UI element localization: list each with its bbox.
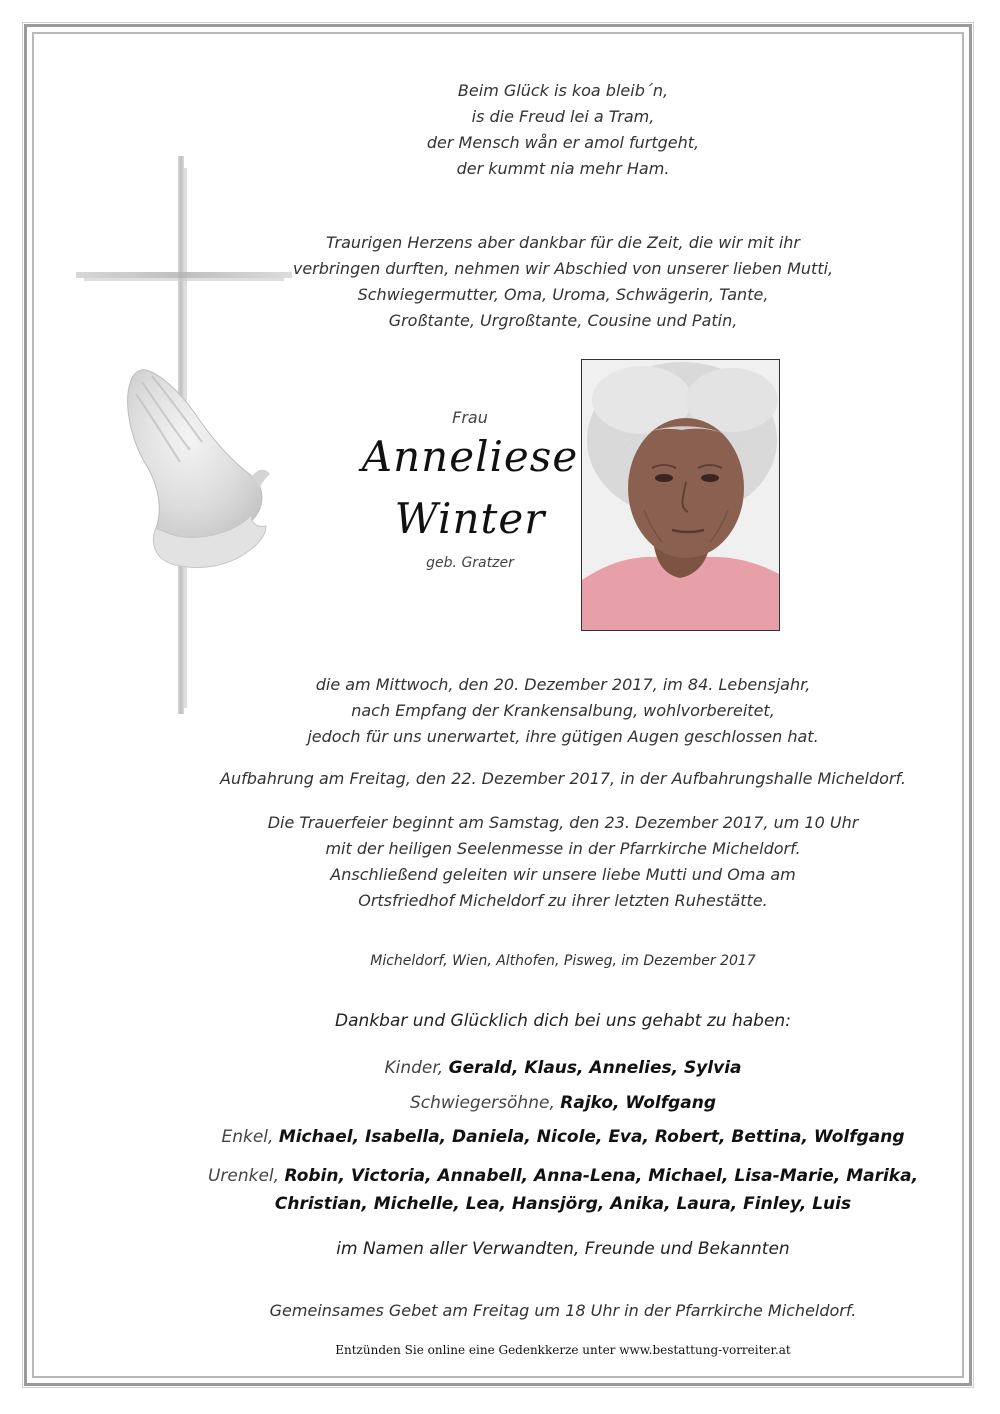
poem — [200, 78, 926, 182]
names-list: Robin, Victoria, Annabell, Anna-Lena, Michael, Lisa-Marie, Marika, — [284, 1166, 919, 1186]
intro-text — [200, 230, 926, 334]
birth-name: geb. Gratzer — [426, 555, 514, 571]
family-great-grandchildren — [200, 1162, 926, 1218]
poem-line: der Mensch wån er amol furtgeht, — [426, 133, 700, 152]
death-details — [200, 672, 926, 750]
intro-line: Traurigen Herzens aber dankbar für die Zeit, die wir mit ihr — [326, 233, 800, 252]
prayer-info: Gemeinsames Gebet am Freitag um 18 Uhr in der Pfarrkirche Micheldorf. — [269, 1301, 857, 1320]
poem-line: der kummt nia mehr Ham. — [456, 159, 670, 178]
family-sons-in-law — [200, 1089, 926, 1117]
last-name: Winter — [394, 494, 546, 543]
role-label: Urenkel, — [207, 1166, 280, 1186]
funeral-line: mit der heiligen Seelenmesse in der Pfarrkirche Micheldorf. — [325, 839, 801, 858]
first-name: Anneliese — [361, 432, 579, 481]
footer-note: Entzünden Sie online eine Gedenkkerze unter www.bestattung-vorreiter.at — [335, 1343, 791, 1357]
family-grandchildren — [200, 1123, 926, 1151]
names-list: Gerald, Klaus, Annelies, Sylvia — [448, 1058, 742, 1078]
role-label: Enkel, — [221, 1127, 274, 1147]
names-list: Christian, Michelle, Lea, Hansjörg, Anika, Laura, Finley, Luis — [274, 1194, 852, 1214]
funeral-line: Ortsfriedhof Micheldorf zu ihrer letzten Ruhestätte. — [358, 891, 768, 910]
portrait-photo — [581, 359, 780, 631]
names-list: Rajko, Wolfgang — [560, 1093, 717, 1113]
funeral-line: Die Trauerfeier beginnt am Samstag, den 23. Dezember 2017, um 10 Uhr — [267, 813, 859, 832]
intro-line: Großtante, Urgroßtante, Cousine und Patin, — [388, 311, 738, 330]
portrait-illustration — [582, 360, 779, 630]
names-list: Michael, Isabella, Daniela, Nicole, Eva, Robert, Bettina, Wolfgang — [278, 1127, 905, 1147]
place-and-date: Micheldorf, Wien, Althofen, Pisweg, im Dezember 2017 — [370, 953, 756, 969]
on-behalf-line: im Namen aller Verwandten, Freunde und Bekannten — [336, 1239, 790, 1259]
thanks-line: Dankbar und Glücklich dich bei uns gehabt zu haben: — [335, 1011, 791, 1031]
poem-line: is die Freud lei a Tram, — [471, 107, 655, 126]
intro-line: verbringen durften, nehmen wir Abschied von unserer lieben Mutti, — [292, 259, 834, 278]
poem-line: Beim Glück is koa bleib´n, — [457, 81, 669, 100]
funeral-line: Anschließend geleiten wir unsere liebe Mutti und Oma am — [330, 865, 796, 884]
details-line: die am Mittwoch, den 20. Dezember 2017, im 84. Lebensjahr, — [315, 675, 811, 694]
intro-line: Schwiegermutter, Oma, Uroma, Schwägerin, Tante, — [357, 285, 769, 304]
role-label: Kinder, — [384, 1058, 444, 1078]
family-children — [200, 1054, 926, 1082]
salutation: Frau — [452, 408, 488, 427]
viewing-info: Aufbahrung am Freitag, den 22. Dezember 2017, in der Aufbahrungshalle Micheldorf. — [220, 769, 906, 788]
details-line: jedoch für uns unerwartet, ihre gütigen Augen geschlossen hat. — [307, 727, 819, 746]
funeral-info — [200, 810, 926, 914]
role-label: Schwiegersöhne, — [409, 1093, 555, 1113]
details-line: nach Empfang der Krankensalbung, wohlvorbereitet, — [351, 701, 775, 720]
